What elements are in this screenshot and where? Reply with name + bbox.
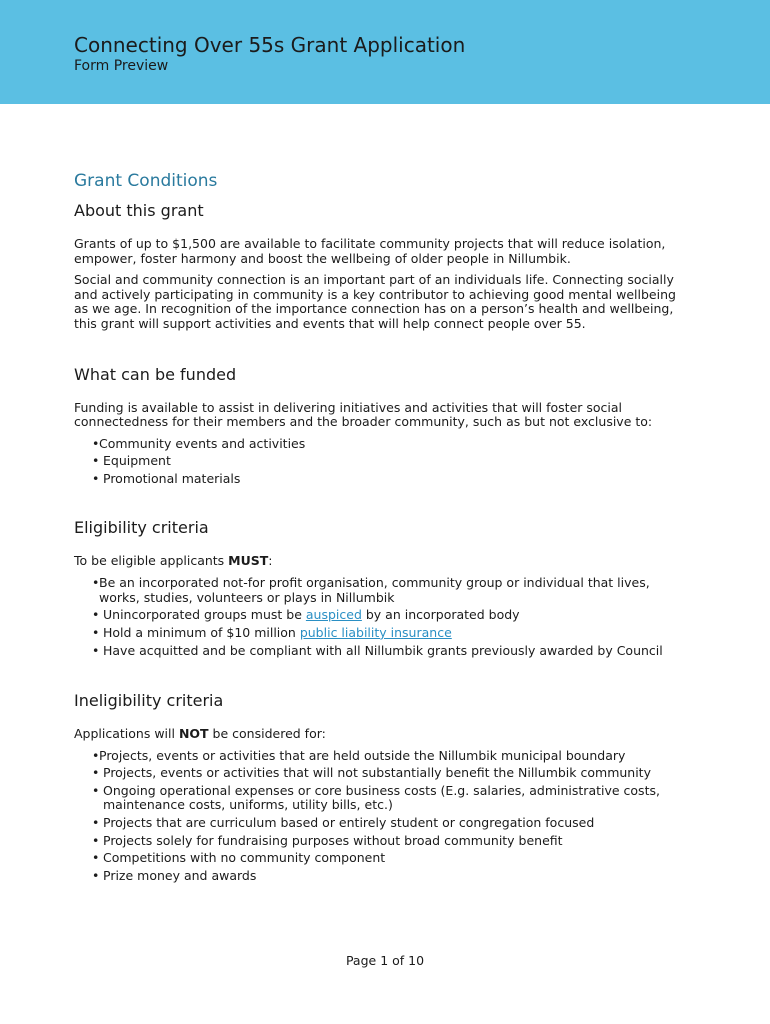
bullet-icon: • (92, 850, 100, 866)
list-item: • Equipment (92, 453, 171, 469)
form-content (74, 170, 694, 886)
ineligibility-list (74, 749, 694, 884)
ineligibility-intro: Applications will NOT be considered for: (74, 726, 326, 742)
auspiced-link[interactable]: auspiced (305, 607, 362, 623)
about-heading: About this grant (74, 201, 204, 220)
bullet-icon: • (92, 435, 100, 451)
bullet-icon: • (92, 782, 100, 798)
eligibility-list (74, 576, 694, 658)
about-paragraph-1: Grants of up to $1,500 are available to facilitate community projects that will reduce isolation, empower, foster harmony and boost the wellbeing of older people in Nillumbik. (74, 236, 666, 266)
bullet-icon: • (92, 575, 100, 591)
list-item: • Projects, events or activities that will not substantially benefit the Nillumbik community (92, 765, 651, 781)
list-item: • Projects, events or activities that are held outside the Nillumbik municipal boundary (92, 747, 626, 763)
list-item: • Projects solely for fundraising purposes without broad community benefit (92, 832, 563, 848)
section-title: Grant Conditions (74, 171, 218, 191)
funded-heading: What can be funded (74, 364, 237, 384)
list-item: • Community events and activities (92, 435, 306, 451)
list-item: • Have acquitted and be compliant with all Nillumbik grants previously awarded by Council (92, 642, 663, 658)
about-paragraph-2: Social and community connection is an important part of an individuals life. Connecting socially and actively participating in community is a key contributor to achieving good mental wellbeing as we age. In recognition of the importance connection has on a person’s health and wellbeing, this grant will support activities and events that will help connect people over 55. (74, 272, 676, 331)
ineligibility-heading: Ineligibility criteria (74, 691, 224, 711)
list-item: • Prize money and awards (92, 867, 257, 883)
public-liability-insurance-link[interactable]: public liability insurance (299, 624, 452, 640)
list-item: • Hold a minimum of $10 million public liability insurance (92, 624, 452, 640)
bullet-icon: • (92, 453, 100, 469)
bullet-icon: • (92, 832, 100, 848)
list-item: • Unincorporated groups must be auspiced by an incorporated body (92, 607, 520, 623)
funded-intro: Funding is available to assist in delivering initiatives and activities that will foster social connectedness for their members and the broader community, such as but not exclusive to: (74, 399, 653, 430)
list-item: • Projects that are curriculum based or entirely student or congregation focused (92, 815, 595, 831)
bullet-icon: • (92, 624, 100, 640)
bullet-icon: • (92, 470, 100, 486)
funded-list (74, 437, 694, 487)
list-item: • Be an incorporated not-for profit organisation, community group or individual that lives, works, studies, volunteers or plays in Nillumbik (92, 575, 650, 605)
list-item: • Promotional materials (92, 470, 241, 486)
page-number: Page 1 of 10 (345, 953, 425, 968)
page-title: Connecting Over 55s Grant Application (74, 33, 466, 57)
bullet-icon: • (92, 607, 100, 623)
bullet-icon: • (92, 815, 100, 831)
bullet-icon: • (92, 642, 100, 658)
bullet-icon: • (92, 747, 100, 763)
bullet-icon: • (92, 867, 100, 883)
list-item: • Ongoing operational expenses or core business costs (E.g. salaries, administrative costs, maintenance costs, uniforms, utility bills, etc.) (92, 782, 660, 813)
page-subtitle: Form Preview (74, 58, 169, 74)
bullet-icon: • (92, 765, 100, 781)
eligibility-heading: Eligibility criteria (74, 517, 209, 537)
eligibility-intro: To be eligible applicants MUST: (74, 552, 273, 568)
page-header (0, 0, 770, 104)
list-item: • Competitions with no community component (92, 850, 386, 866)
